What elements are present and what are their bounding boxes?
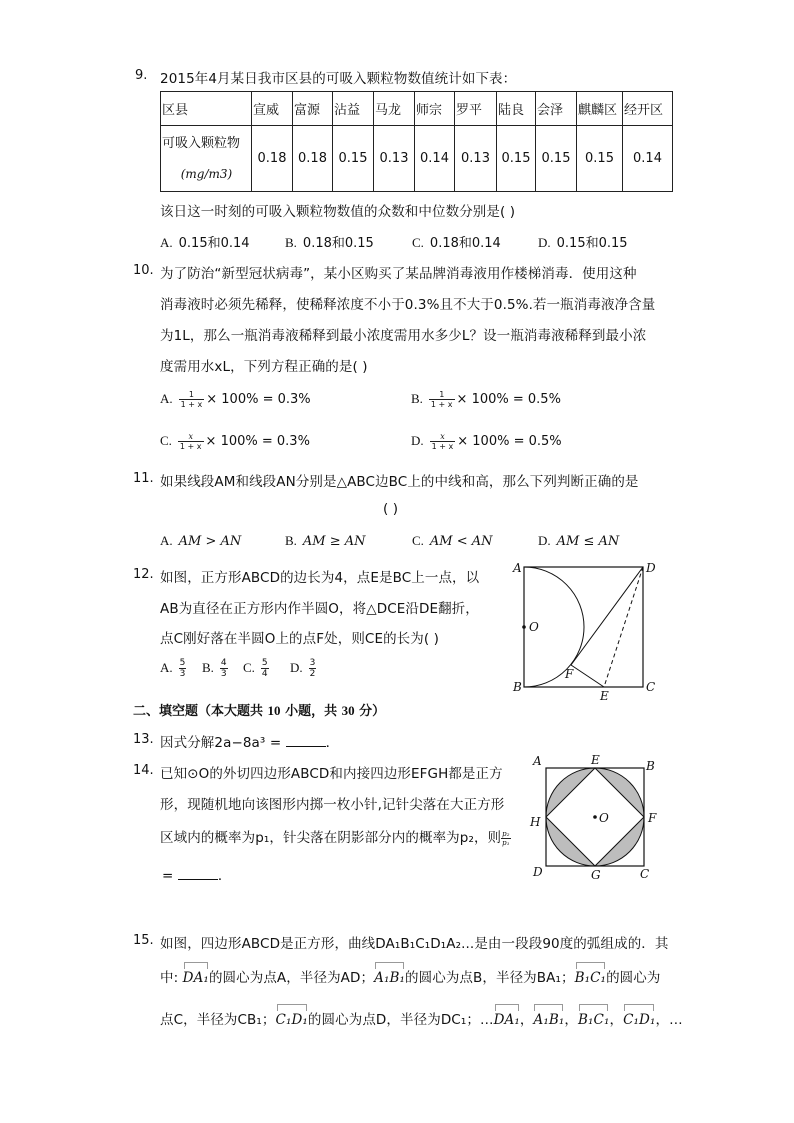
q15-number: 15. xyxy=(133,933,154,948)
q9-option-a[interactable]: A. 0.15和0.14 xyxy=(160,235,250,251)
q11-option-a[interactable]: A. AM > AN xyxy=(160,533,242,549)
fraction: $\frac{x}{1 + x}$ xyxy=(179,432,202,451)
label-a: A xyxy=(533,754,542,768)
q9-option-b[interactable]: B. 0.18和0.15 xyxy=(285,235,374,251)
q15-line-2: 中: DA₁的圆心为点A，半径为AD；A₁B₁的圆心为点B，半径为BA₁；B₁C₁的圆心为 xyxy=(160,966,660,986)
q9-question: 该日这一时刻的可吸入颗粒物数值的众数和中位数分别是( ) xyxy=(160,204,516,220)
pm-table-row-header: 区县 xyxy=(161,92,252,126)
q15-line-1: 如图，四边形ABCD是正方形，曲线DA₁B₁C₁D₁A₂...是由一段段90度的弧组成的．其 xyxy=(160,936,669,952)
q10-line-1: 为了防治“新型冠状病毒”，某小区购买了某品牌消毒液用作楼梯消毒．使用这种 xyxy=(160,266,637,282)
district-cell: 师宗 xyxy=(415,92,455,126)
label-c: C xyxy=(646,680,656,694)
label-d: D xyxy=(533,865,543,879)
value-cell: 0.15 xyxy=(333,126,374,192)
arc-a1b1: A₁B₁ xyxy=(533,1008,564,1028)
q10-number: 10. xyxy=(133,263,154,278)
pm-table-value-row xyxy=(161,126,673,192)
label-e: E xyxy=(591,753,600,767)
value-cell: 0.14 xyxy=(415,126,455,192)
label-d: D xyxy=(646,561,656,575)
q10-option-b[interactable]: B. $\frac{1}{1 + x}$ × 100% = 0.5% xyxy=(411,390,561,409)
q10-option-c[interactable]: C. $\frac{x}{1 + x}$ × 100% = 0.3% xyxy=(160,432,310,451)
section-2-title: 二、填空题（本大题共 10 小题，共 30 分） xyxy=(133,703,386,719)
district-cell: 宣威 xyxy=(252,92,293,126)
q9-option-c[interactable]: C. 0.18和0.14 xyxy=(412,235,501,251)
label-b: B xyxy=(646,759,655,773)
q11-option-d[interactable]: D. AM ≤ AN xyxy=(538,533,620,549)
pm-label: 可吸入颗粒物 xyxy=(162,135,241,151)
value-cell: 0.13 xyxy=(455,126,497,192)
q9-stem: 2015年4月某日我市区县的可吸入颗粒物数值统计如下表： xyxy=(160,71,517,87)
label-e: E xyxy=(600,689,609,703)
q9-number: 9. xyxy=(135,68,148,83)
q15-line-3: 点C，半径为CB₁；C₁D₁的圆心为点D，半径为DC₁；…DA₁，A₁B₁，B₁C₁，C₁D₁，… xyxy=(160,1008,683,1028)
arc-da1: DA₁ xyxy=(183,966,209,986)
q14-figure xyxy=(520,748,665,888)
value-cell: 0.15 xyxy=(536,126,577,192)
q12-number: 12. xyxy=(133,567,154,582)
q12-option-d[interactable]: D. $\frac{3}{2}$ xyxy=(290,658,316,679)
district-cell: 会泽 xyxy=(536,92,577,126)
q10-option-a[interactable]: A. $\frac{1}{1 + x}$ × 100% = 0.3% xyxy=(160,390,311,409)
q12-line-2: AB为直径在正方形内作半圆O，将△DCE沿DE翻折， xyxy=(160,601,479,617)
pm-table-header-row xyxy=(161,92,673,126)
value-cell: 0.18 xyxy=(293,126,333,192)
q10-line-3: 为1L，那么一瓶消毒液稀释到最小浓度需用水多少L？设一瓶消毒液稀释到最小浓 xyxy=(160,328,647,344)
q10-line-4: 度需用水xL，下列方程正确的是( ) xyxy=(160,359,368,375)
label-a: A xyxy=(513,561,522,575)
district-cell: 经开区 xyxy=(623,92,673,126)
q10-option-d[interactable]: D. $\frac{x}{1 + x}$ × 100% = 0.5% xyxy=(411,432,562,451)
label-h: H xyxy=(530,815,541,829)
q11-number: 11. xyxy=(133,471,154,486)
pm-table-row-header xyxy=(161,126,252,192)
value-cell: 0.15 xyxy=(497,126,536,192)
q14-line-3: 区域内的概率为p₁，针尖落在阴影部分内的概率为p₂，则 $\frac{\text{p₂}}{\text{p₁}}$ xyxy=(160,829,510,847)
value-cell: 0.15 xyxy=(577,126,623,192)
q13-text: 因式分解2a−8a³ = ． xyxy=(160,735,340,751)
q12-line-3: 点C刚好落在半圆O上的点F处，则CE的长为( ) xyxy=(160,631,439,647)
arc-a1b1: A₁B₁ xyxy=(374,966,405,986)
q14-number: 14. xyxy=(133,763,154,778)
q14-answer-blank[interactable] xyxy=(178,867,218,880)
q13-number: 13. xyxy=(133,732,154,747)
q12-option-c[interactable]: C. $\frac{5}{4}$ xyxy=(243,658,268,679)
value-cell: 0.14 xyxy=(623,126,673,192)
arc-da1: DA₁ xyxy=(494,1008,520,1028)
q14-line-2: 形，现随机地向该图形内掷一枚小针,记针尖落在大正方形 xyxy=(160,797,505,813)
fraction: $\frac{1}{1 + x}$ xyxy=(430,390,453,409)
district-cell: 马龙 xyxy=(374,92,415,126)
q10-line-2: 消毒液时必须先稀释，使稀释浓度不小于0.3%且不大于0.5%.若一瓶消毒液净含量 xyxy=(160,297,656,313)
pm-table xyxy=(160,91,673,192)
label-f: F xyxy=(648,811,657,825)
fraction: $\frac{x}{1 + x}$ xyxy=(431,432,454,451)
fraction: $\frac{1}{1 + x}$ xyxy=(180,390,203,409)
value-cell: 0.18 xyxy=(252,126,293,192)
label-g: G xyxy=(591,868,601,882)
q12-figure xyxy=(505,555,670,705)
arc-c1d1: C₁D₁ xyxy=(276,1008,308,1028)
q12-option-a[interactable]: A. $\frac{5}{3}$ xyxy=(160,658,186,679)
district-cell: 富源 xyxy=(293,92,333,126)
label-f: F xyxy=(565,667,574,681)
arc-b1c1: B₁C₁ xyxy=(578,1008,609,1028)
district-cell: 罗平 xyxy=(455,92,497,126)
arc-c1d1: C₁D₁ xyxy=(623,1008,655,1028)
q9-option-d[interactable]: D. 0.15和0.15 xyxy=(538,235,628,251)
label-o: O xyxy=(599,811,609,825)
q13-answer-blank[interactable] xyxy=(286,734,326,747)
label-o: O xyxy=(529,620,539,634)
q11-stem: 如果线段AM和线段AN分别是△ABC边BC上的中线和高，那么下列判断正确的是 xyxy=(160,474,639,490)
label-c: C xyxy=(640,867,650,881)
pm-unit: (mg/m3) xyxy=(180,166,233,181)
q11-option-b[interactable]: B. AM ≥ AN xyxy=(285,533,366,549)
q14-answer-line: = ． xyxy=(162,868,232,884)
q11-paren: ( ) xyxy=(383,501,399,517)
value-cell: 0.13 xyxy=(374,126,415,192)
district-cell: 陆良 xyxy=(497,92,536,126)
q11-option-c[interactable]: C. AM < AN xyxy=(412,533,493,549)
q14-line-1: 已知⊙O的外切四边形ABCD和内接四边形EFGH都是正方 xyxy=(160,766,503,782)
label-b: B xyxy=(513,680,522,694)
district-cell: 麒麟区 xyxy=(577,92,623,126)
q12-line-1: 如图，正方形ABCD的边长为4，点E是BC上一点，以 xyxy=(160,570,480,586)
arc-b1c1: B₁C₁ xyxy=(575,966,606,986)
q12-option-b[interactable]: B. $\frac{4}{3}$ xyxy=(202,658,227,679)
district-cell: 沾益 xyxy=(333,92,374,126)
